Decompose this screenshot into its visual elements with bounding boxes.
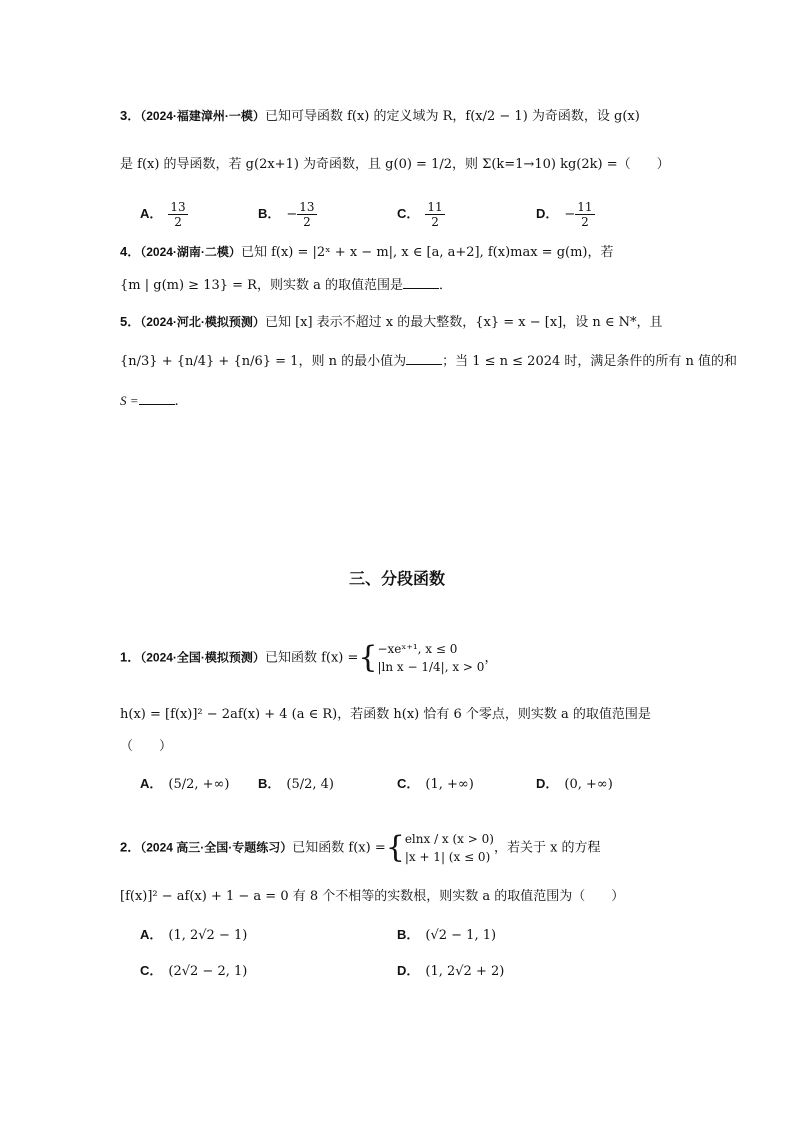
problem-number: 4．	[120, 244, 141, 259]
problem-source: （2024·全国·模拟预测）	[140, 650, 265, 665]
question-1-line-2	[120, 705, 651, 725]
option-label: C．	[397, 206, 420, 221]
problem-5-line-1	[120, 312, 663, 333]
option-fraction: $\frac{11}{2}$	[577, 200, 593, 229]
option-label: D．	[536, 206, 559, 221]
question-1-line-3: （ ）	[120, 739, 173, 754]
option-c: C． (1, +∞)	[397, 776, 474, 792]
problem-text: 是 f(x) 的导函数，若 g(2x+1) 为奇函数，且 g(0) = 1/2，则 Σ(k=1→10) kg(2k) =（ ）	[120, 157, 670, 172]
option-a: A． (1, 2√2 − 1)	[140, 927, 248, 943]
question-1-line-1: 1．（2024·全国·模拟预测）已知函数 f(x) ={ −xeˣ⁺¹, x ≤ 0 |ln x − 1/4|, x > 0 ，	[120, 640, 498, 675]
option-b: B． (5/2, 4)	[258, 776, 334, 792]
problem-number: 2．	[120, 839, 141, 855]
problem-source: （2024·河北·模拟预测）	[140, 315, 265, 329]
problem-text: {n/3} + {n/4} + {n/6} = 1，则 n 的最小值为	[120, 354, 407, 369]
option-c	[397, 200, 445, 229]
piecewise-cases: −xeˣ⁺¹, x ≤ 0 |ln x − 1/4|, x > 0	[377, 642, 485, 674]
problem-text: 已知 [x] 表示不超过 x 的最大整数，{x} = x − [x]，设 n ∈ N*，且	[264, 315, 663, 330]
answer-blank[interactable]	[139, 404, 175, 405]
brace: {	[385, 830, 405, 865]
option-fraction: $\frac{11}{2}$	[427, 200, 443, 229]
function-intro: 已知函数 f(x) =	[264, 650, 359, 666]
option-d: D． (0, +∞)	[536, 776, 613, 792]
option-fraction: $\frac{13}{2}$	[299, 200, 315, 229]
problem-4-line-2: {m | g(m) ≥ 13} = R，则实数 a 的取值范围是 ．	[120, 278, 452, 293]
problem-number: 1．	[120, 649, 141, 665]
problem-4-line-1	[120, 242, 614, 263]
problem-text: [f(x)]² − af(x) + 1 − a = 0 有 8 个不相等的实数根，则实数 a 的取值范围为（ ）	[120, 889, 625, 904]
option-a: A． (5/2, +∞)	[140, 776, 230, 792]
problem-text: {m | g(m) ≥ 13} = R，则实数 a 的取值范围是	[120, 278, 403, 293]
problem-5-line-3: S = .	[120, 393, 179, 409]
brace: {	[358, 640, 378, 675]
question-2-line-1: 2．（2024 高三·全国·专题练习）已知函数 f(x) ={ elnx / x (x > 0) |x + 1| (x ≤ 0) ，若关于 x 的方程	[120, 830, 601, 865]
option-d: D． − $\frac{11}{2}$	[536, 200, 593, 229]
option-fraction: $\frac{13}{2}$	[170, 200, 186, 229]
problem-3-line-2	[120, 155, 670, 175]
option-d: D． (1, 2√2 + 2)	[397, 963, 505, 979]
option-c: C． (2√2 − 2, 1)	[140, 963, 248, 979]
problem-source: （2024·福建漳州·一模）	[140, 109, 265, 123]
problem-source: （2024 高三·全国·专题练习）	[140, 840, 293, 855]
answer-blank[interactable]	[403, 288, 439, 289]
option-b: B． − $\frac{13}{2}$	[258, 200, 315, 229]
problem-5-line-2: {n/3} + {n/4} + {n/6} = 1，则 n 的最小值为 ；当 1 ≤ n ≤ 2024 时，满足条件的所有 n 值的和	[120, 354, 738, 369]
option-label: B．	[258, 206, 281, 221]
problem-text: h(x) = [f(x)]² − 2af(x) + 4 (a ∈ R)，若函数 h(x) 恰有 6 个零点，则实数 a 的取值范围是	[120, 707, 651, 722]
option-label: A．	[140, 206, 163, 221]
question-2-line-2	[120, 887, 624, 907]
option-a	[140, 200, 188, 229]
function-intro: 已知函数 f(x) =	[292, 840, 386, 856]
problem-number: 5．	[120, 314, 141, 329]
problem-3-line-1	[120, 106, 640, 127]
problem-number: 3．	[120, 108, 141, 123]
problem-source: （2024·湖南·二模）	[140, 245, 241, 259]
answer-blank[interactable]	[406, 364, 442, 365]
option-b: B． (√2 − 1, 1)	[397, 927, 497, 943]
section-title: 三、分段函数	[348, 569, 445, 588]
problem-text: 已知 f(x) = |2ˣ + x − m|, x ∈ [a, a+2], f(x)max = g(m)，若	[240, 245, 614, 260]
piecewise-cases: elnx / x (x > 0) |x + 1| (x ≤ 0)	[404, 832, 494, 864]
problem-text: 已知可导函数 f(x) 的定义域为 R，f(x/2 − 1) 为奇函数，设 g(x)	[264, 109, 640, 124]
